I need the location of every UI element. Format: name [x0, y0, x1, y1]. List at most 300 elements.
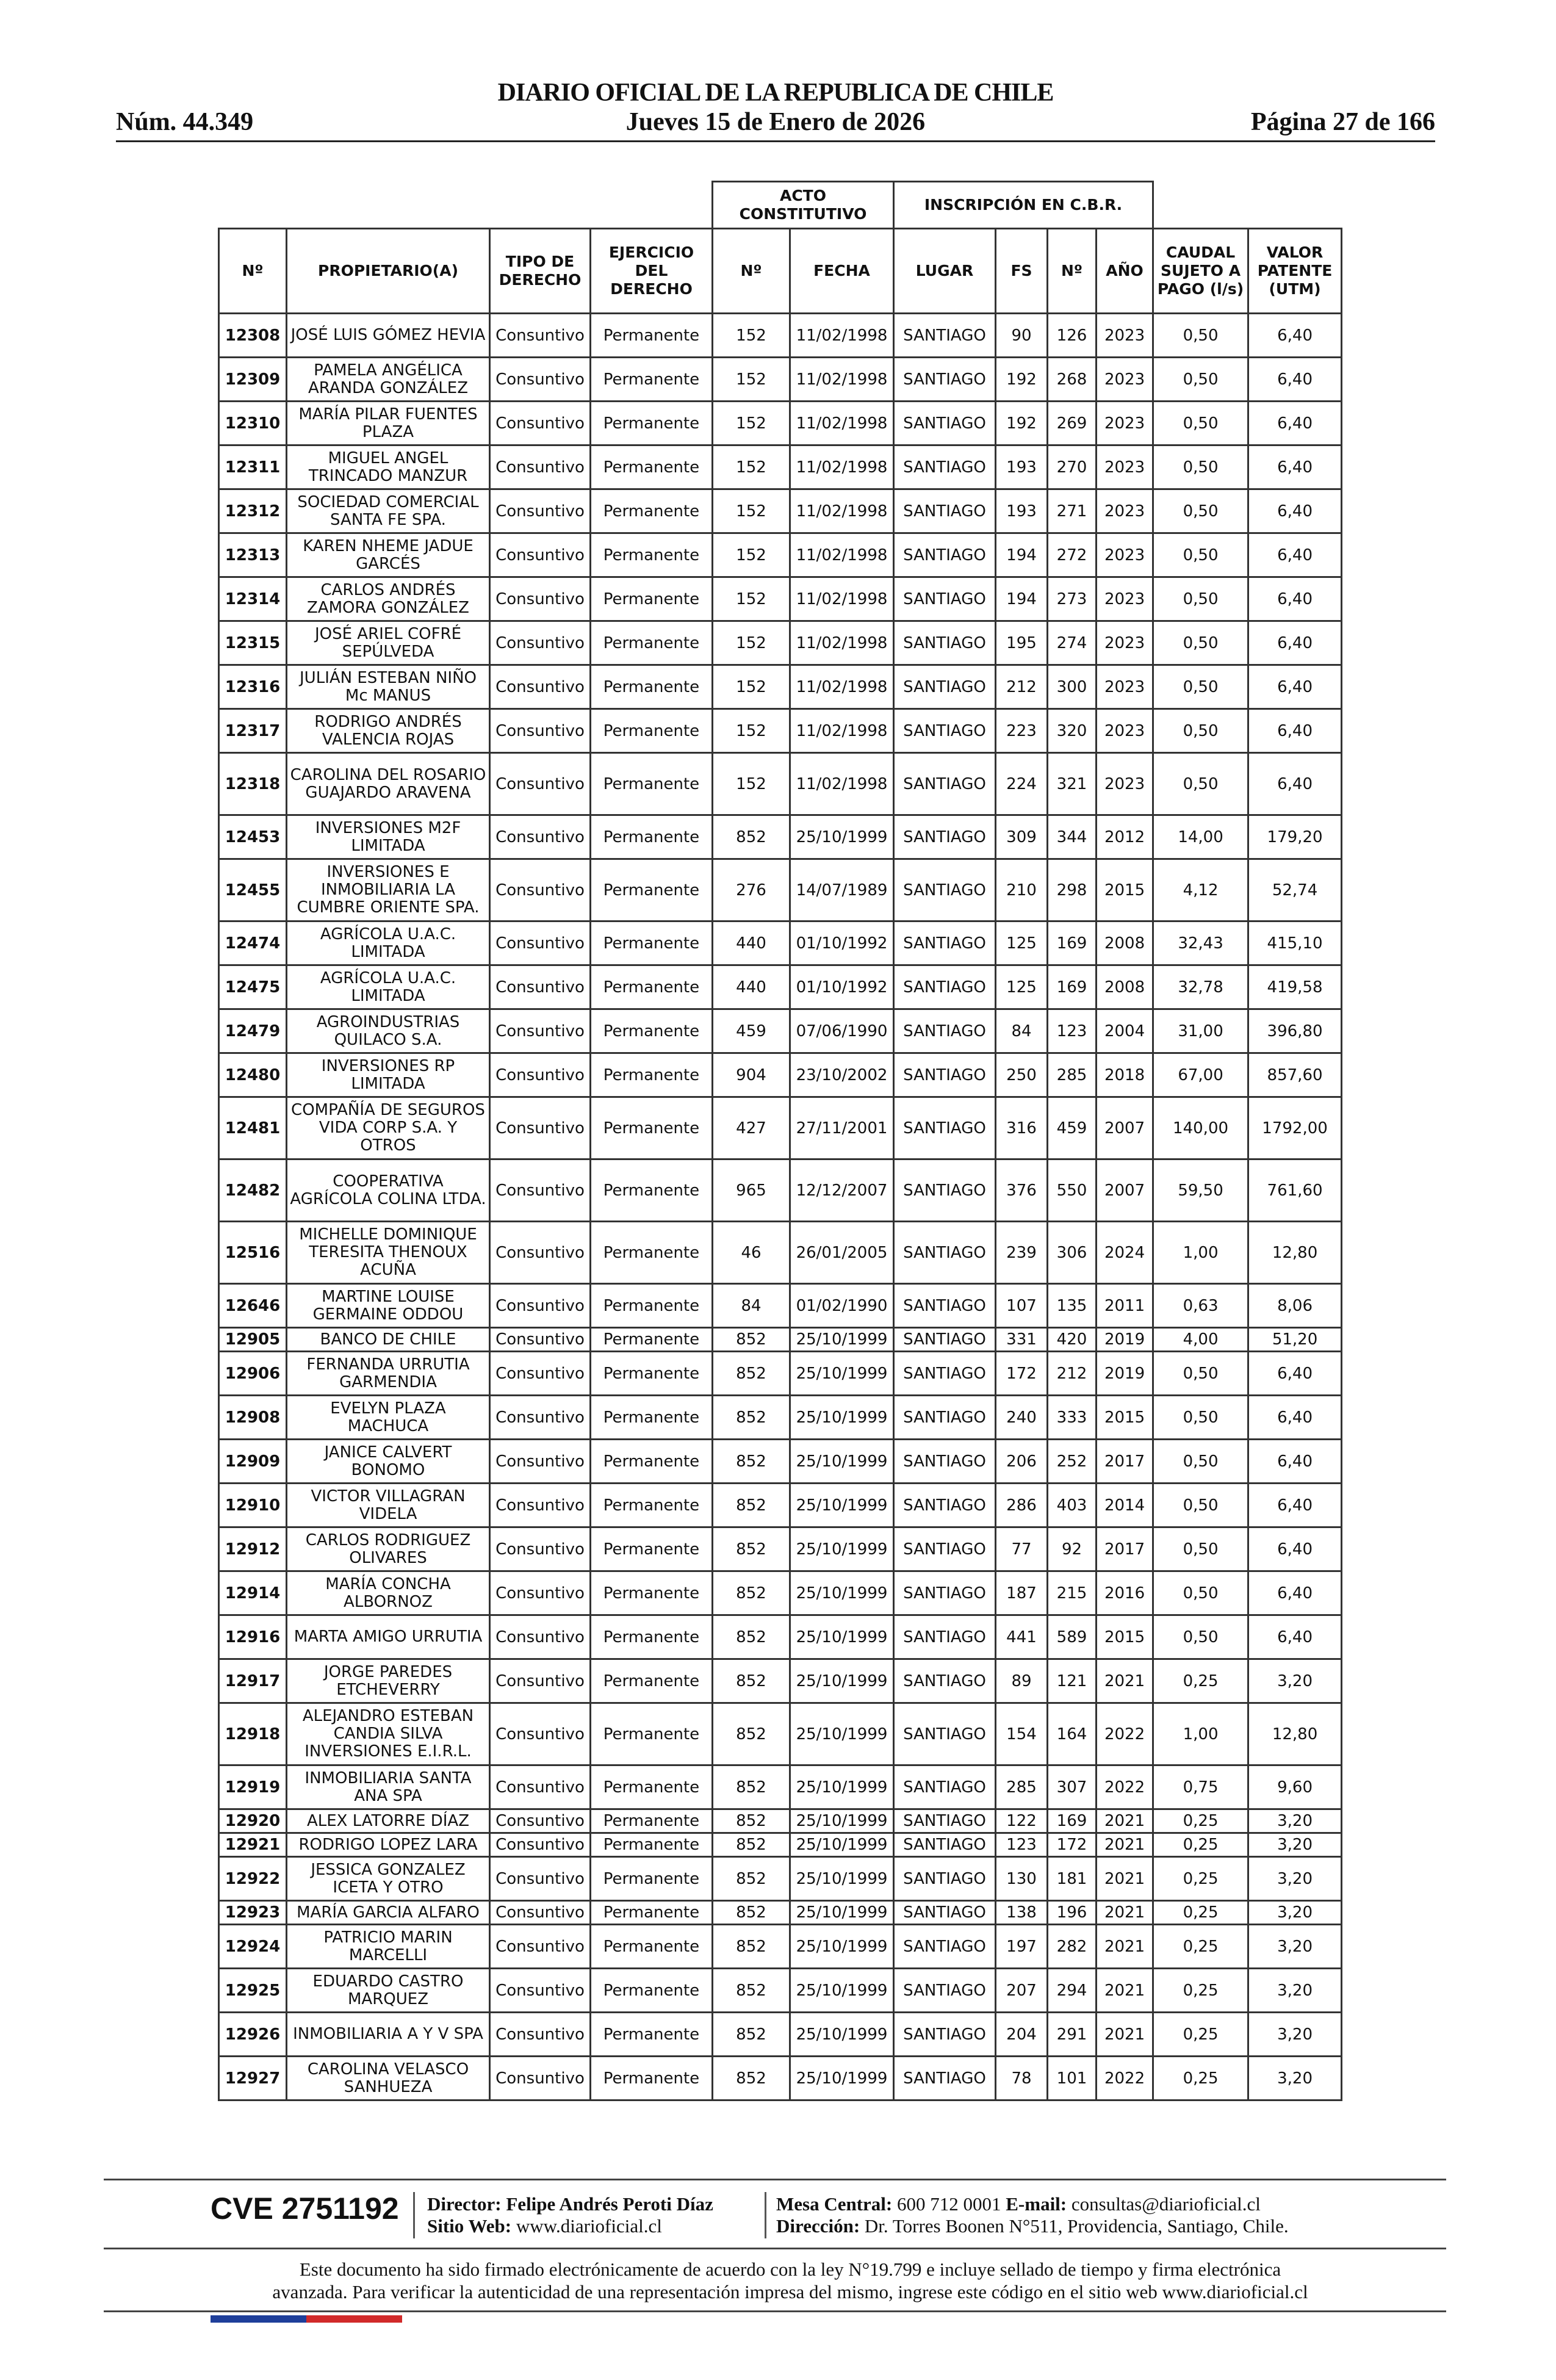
cell-acto-num: 852 — [713, 1969, 790, 2013]
cell-cbr-anio: 2021 — [1097, 1969, 1153, 2013]
table-row — [219, 1440, 1342, 1484]
cell-propietario: CARLOS ANDRÉS ZAMORA GONZÁLEZ — [287, 577, 490, 621]
cell-propietario: AGRÍCOLA U.A.C. LIMITADA — [287, 965, 490, 1009]
cell-acto-fecha: 11/02/1998 — [790, 753, 894, 815]
cell-ejercicio-derecho: Permanente — [591, 1703, 713, 1765]
cell-propietario: ALEX LATORRE DÍAZ — [287, 1809, 490, 1833]
cell-cbr-lugar: SANTIAGO — [894, 1009, 996, 1053]
table-row — [219, 921, 1342, 965]
cell-caudal: 31,00 — [1153, 1009, 1248, 1053]
cell-ejercicio-derecho: Permanente — [591, 1159, 713, 1222]
cell-acto-num: 852 — [713, 1352, 790, 1396]
cell-propietario: COMPAÑÍA DE SEGUROS VIDA CORP S.A. Y OTROS — [287, 1097, 490, 1159]
cell-cbr-fs: 309 — [996, 815, 1048, 859]
cell-valor-patente: 396,80 — [1248, 1009, 1342, 1053]
mesa-phone: 600 712 0001 — [897, 2193, 1001, 2215]
cell-registro-num: 12311 — [219, 445, 287, 489]
cell-acto-num: 152 — [713, 314, 790, 358]
cell-cbr-anio: 2022 — [1097, 1703, 1153, 1765]
cell-cbr-anio: 2021 — [1097, 1925, 1153, 1969]
table-row — [219, 1222, 1342, 1284]
cell-cbr-num: 420 — [1048, 1328, 1097, 1352]
cell-tipo-derecho: Consuntivo — [490, 489, 591, 533]
cell-registro-num: 12318 — [219, 753, 287, 815]
cell-propietario: MARÍA GARCIA ALFARO — [287, 1901, 490, 1925]
cell-acto-fecha: 11/02/1998 — [790, 445, 894, 489]
cell-cbr-lugar: SANTIAGO — [894, 2013, 996, 2057]
cell-acto-num: 852 — [713, 1396, 790, 1440]
cell-cbr-anio: 2015 — [1097, 859, 1153, 921]
cell-cbr-fs: 123 — [996, 1833, 1048, 1857]
cell-propietario: INVERSIONES M2F LIMITADA — [287, 815, 490, 859]
cell-cbr-anio: 2007 — [1097, 1159, 1153, 1222]
cell-cbr-anio: 2023 — [1097, 445, 1153, 489]
register-table-wrapper — [218, 181, 1341, 2101]
cell-cbr-lugar: SANTIAGO — [894, 1857, 996, 1901]
cell-registro-num: 12921 — [219, 1833, 287, 1857]
cell-cbr-fs: 285 — [996, 1765, 1048, 1809]
cell-cbr-num: 403 — [1048, 1484, 1097, 1527]
cell-cbr-fs: 77 — [996, 1527, 1048, 1571]
cell-acto-num: 152 — [713, 358, 790, 402]
cell-cbr-anio: 2011 — [1097, 1284, 1153, 1328]
flag-stripe-blue — [211, 2315, 306, 2323]
cell-ejercicio-derecho: Permanente — [591, 1097, 713, 1159]
cell-acto-num: 152 — [713, 665, 790, 709]
cell-acto-fecha: 01/10/1992 — [790, 921, 894, 965]
cell-cbr-fs: 154 — [996, 1703, 1048, 1765]
cell-acto-fecha: 25/10/1999 — [790, 1328, 894, 1352]
cell-tipo-derecho: Consuntivo — [490, 358, 591, 402]
cell-acto-fecha: 11/02/1998 — [790, 358, 894, 402]
table-row — [219, 1615, 1342, 1659]
cell-cbr-anio: 2016 — [1097, 1571, 1153, 1615]
table-row — [219, 1328, 1342, 1352]
cell-cbr-anio: 2019 — [1097, 1328, 1153, 1352]
cell-valor-patente: 419,58 — [1248, 965, 1342, 1009]
cell-propietario: VICTOR VILLAGRAN VIDELA — [287, 1484, 490, 1527]
cell-tipo-derecho: Consuntivo — [490, 1809, 591, 1833]
cell-cbr-fs: 250 — [996, 1053, 1048, 1097]
cell-registro-num: 12909 — [219, 1440, 287, 1484]
cell-acto-fecha: 11/02/1998 — [790, 489, 894, 533]
cell-acto-num: 427 — [713, 1097, 790, 1159]
cell-propietario: MICHELLE DOMINIQUE TERESITA THENOUX ACUÑA — [287, 1222, 490, 1284]
cell-cbr-num: 273 — [1048, 577, 1097, 621]
cell-caudal: 0,25 — [1153, 2057, 1248, 2101]
legal-notice — [211, 2258, 1370, 2303]
cell-cbr-fs: 194 — [996, 577, 1048, 621]
cell-acto-fecha: 25/10/1999 — [790, 2057, 894, 2101]
cell-registro-num: 12315 — [219, 621, 287, 665]
cell-cbr-anio: 2015 — [1097, 1615, 1153, 1659]
cell-ejercicio-derecho: Permanente — [591, 1009, 713, 1053]
cell-propietario: INVERSIONES E INMOBILIARIA LA CUMBRE ORIENTE SPA. — [287, 859, 490, 921]
cell-caudal: 32,78 — [1153, 965, 1248, 1009]
cell-cbr-anio: 2023 — [1097, 621, 1153, 665]
cell-cbr-lugar: SANTIAGO — [894, 1765, 996, 1809]
cell-acto-fecha: 25/10/1999 — [790, 1703, 894, 1765]
cell-acto-fecha: 25/10/1999 — [790, 1925, 894, 1969]
cell-ejercicio-derecho: Permanente — [591, 402, 713, 445]
cell-acto-num: 152 — [713, 489, 790, 533]
cell-ejercicio-derecho: Permanente — [591, 1222, 713, 1284]
cell-caudal: 0,50 — [1153, 621, 1248, 665]
cell-propietario: MIGUEL ANGEL TRINCADO MANZUR — [287, 445, 490, 489]
cell-cbr-lugar: SANTIAGO — [894, 621, 996, 665]
table-row — [219, 1857, 1342, 1901]
cell-propietario: CAROLINA VELASCO SANHUEZA — [287, 2057, 490, 2101]
cell-cbr-lugar: SANTIAGO — [894, 402, 996, 445]
cell-valor-patente: 3,20 — [1248, 1809, 1342, 1833]
cell-cbr-num: 300 — [1048, 665, 1097, 709]
cell-registro-num: 12453 — [219, 815, 287, 859]
cell-caudal: 0,50 — [1153, 314, 1248, 358]
cell-caudal: 0,50 — [1153, 1571, 1248, 1615]
cell-acto-fecha: 25/10/1999 — [790, 1765, 894, 1809]
cell-registro-num: 12475 — [219, 965, 287, 1009]
cell-ejercicio-derecho: Permanente — [591, 621, 713, 665]
cell-cbr-lugar: SANTIAGO — [894, 1615, 996, 1659]
cell-cbr-fs: 78 — [996, 2057, 1048, 2101]
cell-cbr-num: 550 — [1048, 1159, 1097, 1222]
footer-contact-block — [776, 2193, 1289, 2237]
cell-tipo-derecho: Consuntivo — [490, 815, 591, 859]
mesa-label: Mesa Central: — [776, 2193, 893, 2215]
table-row — [219, 1159, 1342, 1222]
cell-cbr-fs: 122 — [996, 1809, 1048, 1833]
cell-ejercicio-derecho: Permanente — [591, 2013, 713, 2057]
cell-ejercicio-derecho: Permanente — [591, 815, 713, 859]
cell-caudal: 0,50 — [1153, 489, 1248, 533]
cell-cbr-num: 307 — [1048, 1765, 1097, 1809]
table-row — [219, 1765, 1342, 1809]
flag-stripe-red — [306, 2315, 402, 2323]
cell-caudal: 0,50 — [1153, 709, 1248, 753]
cell-cbr-num: 268 — [1048, 358, 1097, 402]
cell-acto-fecha: 01/10/1992 — [790, 965, 894, 1009]
cell-registro-num: 12908 — [219, 1396, 287, 1440]
cell-tipo-derecho: Consuntivo — [490, 1703, 591, 1765]
cell-tipo-derecho: Consuntivo — [490, 1833, 591, 1857]
cell-registro-num: 12308 — [219, 314, 287, 358]
cell-tipo-derecho: Consuntivo — [490, 1352, 591, 1396]
table-row — [219, 402, 1342, 445]
cell-registro-num: 12312 — [219, 489, 287, 533]
cell-cbr-anio: 2023 — [1097, 709, 1153, 753]
table-row — [219, 1396, 1342, 1440]
cell-ejercicio-derecho: Permanente — [591, 665, 713, 709]
email-label: E-mail: — [1006, 2193, 1067, 2215]
cell-caudal: 67,00 — [1153, 1053, 1248, 1097]
cell-valor-patente: 3,20 — [1248, 1969, 1342, 2013]
cell-caudal: 14,00 — [1153, 815, 1248, 859]
cell-cbr-num: 196 — [1048, 1901, 1097, 1925]
cell-valor-patente: 51,20 — [1248, 1328, 1342, 1352]
cell-propietario: JANICE CALVERT BONOMO — [287, 1440, 490, 1484]
cell-cbr-lugar: SANTIAGO — [894, 1484, 996, 1527]
cell-registro-num: 12923 — [219, 1901, 287, 1925]
cell-valor-patente: 761,60 — [1248, 1159, 1342, 1222]
cell-cbr-num: 164 — [1048, 1703, 1097, 1765]
cell-acto-fecha: 25/10/1999 — [790, 1833, 894, 1857]
director-label: Director: — [427, 2193, 502, 2215]
cell-acto-num: 852 — [713, 1527, 790, 1571]
cell-caudal: 32,43 — [1153, 921, 1248, 965]
table-row — [219, 1097, 1342, 1159]
table-row — [219, 1009, 1342, 1053]
cell-valor-patente: 6,40 — [1248, 665, 1342, 709]
cell-valor-patente: 6,40 — [1248, 709, 1342, 753]
table-row — [219, 1969, 1342, 2013]
cell-cbr-lugar: SANTIAGO — [894, 1703, 996, 1765]
cell-valor-patente: 3,20 — [1248, 1857, 1342, 1901]
cell-valor-patente: 415,10 — [1248, 921, 1342, 965]
cell-cbr-lugar: SANTIAGO — [894, 921, 996, 965]
col-header-lugar: LUGAR — [894, 229, 996, 314]
cell-registro-num: 12314 — [219, 577, 287, 621]
col-header-fs: FS — [996, 229, 1048, 314]
cell-propietario: RODRIGO ANDRÉS VALENCIA ROJAS — [287, 709, 490, 753]
cell-propietario: ALEJANDRO ESTEBAN CANDIA SILVA INVERSIONES E.I.R.L. — [287, 1703, 490, 1765]
cell-cbr-lugar: SANTIAGO — [894, 1901, 996, 1925]
cell-cbr-fs: 206 — [996, 1440, 1048, 1484]
cell-tipo-derecho: Consuntivo — [490, 402, 591, 445]
cell-cbr-num: 181 — [1048, 1857, 1097, 1901]
cell-ejercicio-derecho: Permanente — [591, 489, 713, 533]
cell-cbr-num: 285 — [1048, 1053, 1097, 1097]
cell-propietario: INVERSIONES RP LIMITADA — [287, 1053, 490, 1097]
cell-cbr-anio: 2019 — [1097, 1352, 1153, 1396]
cell-cbr-anio: 2023 — [1097, 489, 1153, 533]
cell-cbr-num: 306 — [1048, 1222, 1097, 1284]
cell-acto-fecha: 25/10/1999 — [790, 815, 894, 859]
cell-caudal: 0,25 — [1153, 1809, 1248, 1833]
cell-cbr-num: 272 — [1048, 533, 1097, 577]
cell-tipo-derecho: Consuntivo — [490, 314, 591, 358]
col-header-tipo: TIPO DE DERECHO — [490, 229, 591, 314]
cell-cbr-lugar: SANTIAGO — [894, 1396, 996, 1440]
cell-cbr-fs: 204 — [996, 2013, 1048, 2057]
cell-valor-patente: 857,60 — [1248, 1053, 1342, 1097]
cell-tipo-derecho: Consuntivo — [490, 1284, 591, 1328]
cell-caudal: 0,63 — [1153, 1284, 1248, 1328]
col-header-caudal: CAUDAL SUJETO A PAGO (l/s) — [1153, 229, 1248, 314]
cell-registro-num: 12922 — [219, 1857, 287, 1901]
cell-cbr-lugar: SANTIAGO — [894, 1833, 996, 1857]
cell-cbr-fs: 192 — [996, 358, 1048, 402]
cell-caudal: 59,50 — [1153, 1159, 1248, 1222]
website-link[interactable]: www.diarioficial.cl — [516, 2215, 662, 2237]
cell-cbr-anio: 2023 — [1097, 402, 1153, 445]
cell-caudal: 4,00 — [1153, 1328, 1248, 1352]
cell-acto-num: 852 — [713, 1703, 790, 1765]
cell-propietario: AGROINDUSTRIAS QUILACO S.A. — [287, 1009, 490, 1053]
cell-valor-patente: 6,40 — [1248, 1396, 1342, 1440]
cell-cbr-fs: 195 — [996, 621, 1048, 665]
register-table-body — [219, 314, 1342, 2101]
cell-acto-num: 46 — [713, 1222, 790, 1284]
cell-caudal: 0,25 — [1153, 1833, 1248, 1857]
cell-cbr-fs: 207 — [996, 1969, 1048, 2013]
cell-caudal: 0,50 — [1153, 1352, 1248, 1396]
cell-cbr-num: 269 — [1048, 402, 1097, 445]
cell-cbr-fs: 224 — [996, 753, 1048, 815]
cell-tipo-derecho: Consuntivo — [490, 1097, 591, 1159]
table-row — [219, 1352, 1342, 1396]
cell-acto-fecha: 11/02/1998 — [790, 577, 894, 621]
cell-ejercicio-derecho: Permanente — [591, 1969, 713, 2013]
cell-propietario: JOSÉ LUIS GÓMEZ HEVIA — [287, 314, 490, 358]
cell-caudal: 0,25 — [1153, 1901, 1248, 1925]
cell-caudal: 0,50 — [1153, 1440, 1248, 1484]
cell-caudal: 0,25 — [1153, 1857, 1248, 1901]
cell-registro-num: 12455 — [219, 859, 287, 921]
cell-valor-patente: 6,40 — [1248, 314, 1342, 358]
cell-valor-patente: 8,06 — [1248, 1284, 1342, 1328]
cell-ejercicio-derecho: Permanente — [591, 2057, 713, 2101]
cell-ejercicio-derecho: Permanente — [591, 1925, 713, 1969]
cell-valor-patente: 52,74 — [1248, 859, 1342, 921]
cell-acto-fecha: 11/02/1998 — [790, 665, 894, 709]
cell-cbr-lugar: SANTIAGO — [894, 533, 996, 577]
cell-caudal: 0,50 — [1153, 577, 1248, 621]
table-row — [219, 665, 1342, 709]
cell-propietario: MARTINE LOUISE GERMAINE ODDOU — [287, 1284, 490, 1328]
cell-acto-num: 852 — [713, 1765, 790, 1809]
table-row — [219, 2013, 1342, 2057]
table-row — [219, 1527, 1342, 1571]
cell-registro-num: 12919 — [219, 1765, 287, 1809]
cell-registro-num: 12910 — [219, 1484, 287, 1527]
cell-cbr-fs: 239 — [996, 1222, 1048, 1284]
cell-registro-num: 12516 — [219, 1222, 287, 1284]
cell-tipo-derecho: Consuntivo — [490, 1901, 591, 1925]
cell-cbr-lugar: SANTIAGO — [894, 1352, 996, 1396]
cell-caudal: 0,50 — [1153, 533, 1248, 577]
cell-cbr-lugar: SANTIAGO — [894, 1328, 996, 1352]
cell-cbr-fs: 172 — [996, 1352, 1048, 1396]
cell-valor-patente: 6,40 — [1248, 358, 1342, 402]
cell-cbr-lugar: SANTIAGO — [894, 859, 996, 921]
cell-cbr-num: 321 — [1048, 753, 1097, 815]
cell-acto-fecha: 23/10/2002 — [790, 1053, 894, 1097]
cell-acto-num: 852 — [713, 1615, 790, 1659]
table-row — [219, 1659, 1342, 1703]
cell-caudal: 1,00 — [1153, 1222, 1248, 1284]
cell-cbr-num: 294 — [1048, 1969, 1097, 2013]
cell-cbr-num: 298 — [1048, 859, 1097, 921]
cell-propietario: JULIÁN ESTEBAN NIÑO Mc MANUS — [287, 665, 490, 709]
table-row — [219, 1484, 1342, 1527]
cell-cbr-num: 589 — [1048, 1615, 1097, 1659]
cell-tipo-derecho: Consuntivo — [490, 1615, 591, 1659]
cell-cbr-lugar: SANTIAGO — [894, 445, 996, 489]
cell-registro-num: 12927 — [219, 2057, 287, 2101]
cell-registro-num: 12924 — [219, 1925, 287, 1969]
cell-cbr-anio: 2008 — [1097, 921, 1153, 965]
issue-date: Jueves 15 de Enero de 2026 — [625, 108, 926, 136]
cell-cbr-fs: 441 — [996, 1615, 1048, 1659]
cell-ejercicio-derecho: Permanente — [591, 921, 713, 965]
address-label: Dirección: — [776, 2215, 860, 2237]
website-label: Sitio Web: — [427, 2215, 512, 2237]
cell-cbr-anio: 2008 — [1097, 965, 1153, 1009]
cell-ejercicio-derecho: Permanente — [591, 1615, 713, 1659]
cell-cbr-lugar: SANTIAGO — [894, 1571, 996, 1615]
cell-ejercicio-derecho: Permanente — [591, 577, 713, 621]
cell-valor-patente: 3,20 — [1248, 1659, 1342, 1703]
cell-cbr-lugar: SANTIAGO — [894, 665, 996, 709]
cell-cbr-lugar: SANTIAGO — [894, 1284, 996, 1328]
cell-cbr-num: 274 — [1048, 621, 1097, 665]
cell-tipo-derecho: Consuntivo — [490, 1527, 591, 1571]
cell-cbr-anio: 2021 — [1097, 1809, 1153, 1833]
cell-tipo-derecho: Consuntivo — [490, 2013, 591, 2057]
cell-acto-num: 852 — [713, 815, 790, 859]
cell-caudal: 0,50 — [1153, 665, 1248, 709]
cell-valor-patente: 6,40 — [1248, 1484, 1342, 1527]
cell-valor-patente: 6,40 — [1248, 1615, 1342, 1659]
cell-cbr-anio: 2023 — [1097, 665, 1153, 709]
footer-separator — [413, 2192, 415, 2238]
cell-registro-num: 12646 — [219, 1284, 287, 1328]
footer-divider-bottom — [104, 2310, 1446, 2312]
cell-propietario: AGRÍCOLA U.A.C. LIMITADA — [287, 921, 490, 965]
cell-registro-num: 12912 — [219, 1527, 287, 1571]
cell-propietario: PATRICIO MARIN MARCELLI — [287, 1925, 490, 1969]
cell-ejercicio-derecho: Permanente — [591, 1857, 713, 1901]
cell-acto-fecha: 25/10/1999 — [790, 1352, 894, 1396]
cell-acto-fecha: 25/10/1999 — [790, 1901, 894, 1925]
cell-cbr-fs: 331 — [996, 1328, 1048, 1352]
cell-caudal: 0,25 — [1153, 1659, 1248, 1703]
col-header-ejercicio: EJERCICIO DEL DERECHO — [591, 229, 713, 314]
cell-registro-num: 12906 — [219, 1352, 287, 1396]
cell-cbr-num: 212 — [1048, 1352, 1097, 1396]
footer-separator — [765, 2192, 766, 2238]
cell-propietario: EDUARDO CASTRO MARQUEZ — [287, 1969, 490, 2013]
cell-cbr-lugar: SANTIAGO — [894, 1440, 996, 1484]
table-row — [219, 489, 1342, 533]
cell-cbr-fs: 223 — [996, 709, 1048, 753]
cell-tipo-derecho: Consuntivo — [490, 709, 591, 753]
issue-number: Núm. 44.349 — [116, 108, 254, 136]
cell-propietario: KAREN NHEME JADUE GARCÉS — [287, 533, 490, 577]
cell-acto-num: 152 — [713, 709, 790, 753]
cell-acto-fecha: 25/10/1999 — [790, 1659, 894, 1703]
col-header-valor: VALOR PATENTE (UTM) — [1248, 229, 1342, 314]
cell-cbr-lugar: SANTIAGO — [894, 577, 996, 621]
cell-acto-fecha: 11/02/1998 — [790, 621, 894, 665]
cell-cbr-num: 252 — [1048, 1440, 1097, 1484]
cell-cbr-lugar: SANTIAGO — [894, 1097, 996, 1159]
cell-propietario: FERNANDA URRUTIA GARMENDIA — [287, 1352, 490, 1396]
cell-cbr-lugar: SANTIAGO — [894, 1969, 996, 2013]
cell-tipo-derecho: Consuntivo — [490, 445, 591, 489]
cell-registro-num: 12317 — [219, 709, 287, 753]
cell-cbr-fs: 107 — [996, 1284, 1048, 1328]
cell-tipo-derecho: Consuntivo — [490, 1009, 591, 1053]
table-row — [219, 358, 1342, 402]
cell-cbr-num: 291 — [1048, 2013, 1097, 2057]
cell-registro-num: 12479 — [219, 1009, 287, 1053]
cell-tipo-derecho: Consuntivo — [490, 665, 591, 709]
email-link[interactable]: consultas@diarioficial.cl — [1071, 2193, 1261, 2215]
cell-valor-patente: 3,20 — [1248, 2057, 1342, 2101]
cell-cbr-anio: 2021 — [1097, 1833, 1153, 1857]
cell-valor-patente: 6,40 — [1248, 1571, 1342, 1615]
